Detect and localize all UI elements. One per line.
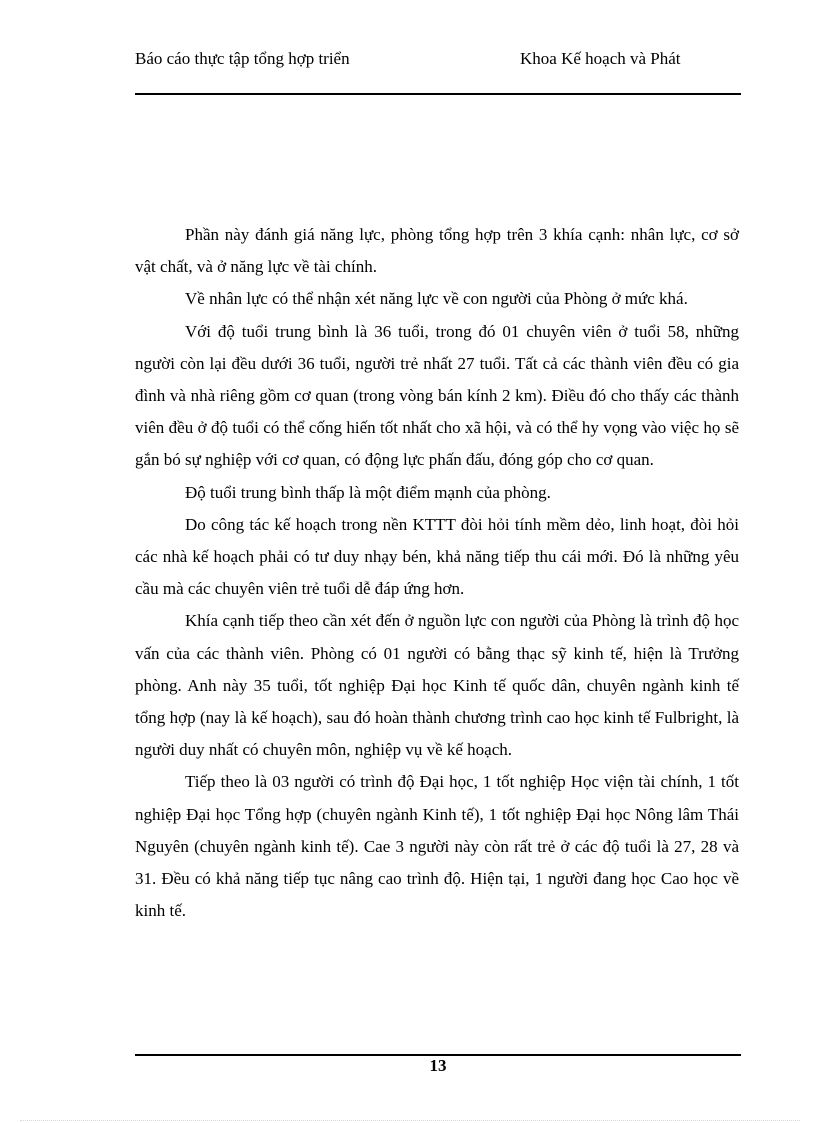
paragraph: Do công tác kế hoạch trong nền KTTT đòi hỏi tính mềm dẻo, linh hoạt, đòi hỏi các nhà kế hoạch phải có tư duy nhạy bén, khả năng tiếp thu cái mới. Đó là những yêu cầu mà các chuyên viên trẻ tuổi dễ đáp ứng hơn. [135,514,739,599]
header-left-title: Báo cáo thực tập tổng hợp triển [135,49,350,68]
paragraph: Tiếp theo là 03 người có trình độ Đại học, 1 tốt nghiệp Học viện tài chính, 1 tốt nghiệp Đại học Tổng hợp (chuyên ngành Kinh tế), 1 tốt nghiệp Đại học Nông lâm Thái Nguyên (chuyên ngành kinh tế). Cae 3 người này còn rất trẻ ở các độ tuổi là 27, 28 và 31. Đều có khả năng tiếp tục nâng cao trình độ. Hiện tại, 1 người đang học Cao học về kinh tế. [135,772,739,921]
page-edge-divider [20,1120,800,1121]
body-text [135,219,739,927]
paragraph: Với độ tuổi trung bình là 36 tuổi, trong đó 01 chuyên viên ở tuổi 58, những người còn lại đều dưới 36 tuổi, người trẻ nhất 27 tuổi. Tất cả các thành viên đều có gia đình và nhà riêng gồm cơ quan (trong vòng bán kính 2 km). Điều đó cho thấy các thành viên đều ở độ tuổi có thể cống hiến tốt nhất cho xã hội, và có thể hy vọng vào việc họ sẽ gắn bó sự nghiệp với cơ quan, có động lực phấn đấu, đóng góp cho cơ quan. [135,321,739,470]
paragraph: Về nhân lực có thể nhận xét năng lực về con người của Phòng ở mức khá. [185,289,688,309]
header-right-title: Khoa Kế hoạch và Phát [520,49,681,68]
paragraph: Khía cạnh tiếp theo cần xét đến ở nguồn lực con người của Phòng là trình độ học vấn của các thành viên. Phòng có 01 người có bằng thạc sỹ kinh tế, hiện là Trưởng phòng. Anh này 35 tuổi, tốt nghiệp Đại học Kinh tế quốc dân, chuyên ngành kinh tế tổng hợp (nay là kế hoạch), sau đó hoàn thành chương trình cao học kinh tế Fulbright, là người duy nhất có chuyên môn, nghiệp vụ về kế hoạch. [135,611,739,760]
paragraph: Phần này đánh giá năng lực, phòng tổng hợp trên 3 khía cạnh: nhân lực, cơ sở vật chất, và ở năng lực về tài chính. [135,225,739,277]
page-header [135,49,741,93]
header-rule [135,93,741,95]
paragraph: Độ tuổi trung bình thấp là một điểm mạnh của phòng. [185,482,551,502]
page-number: 13 [429,1056,447,1075]
